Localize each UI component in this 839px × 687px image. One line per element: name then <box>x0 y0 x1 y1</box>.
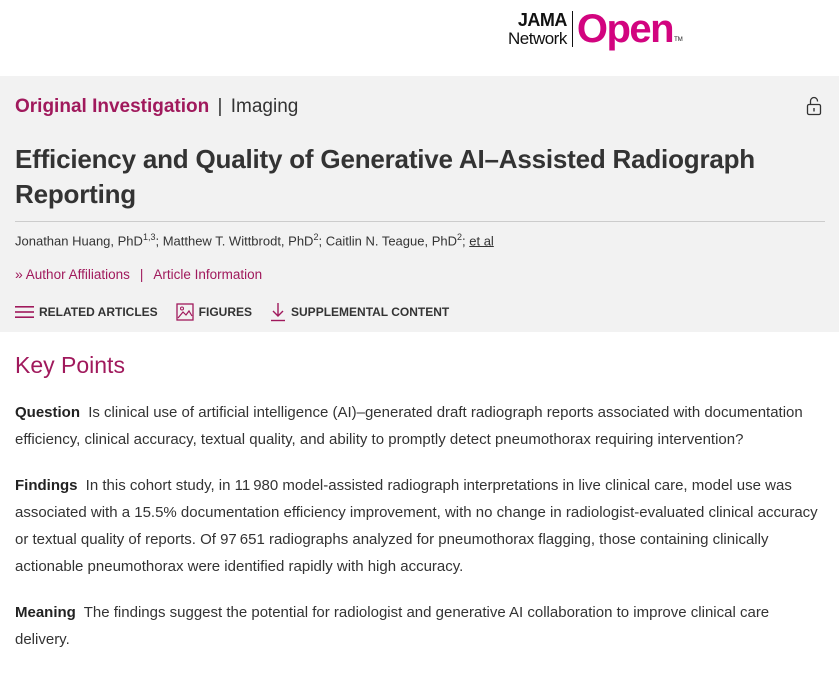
author-separator: ; <box>155 233 163 249</box>
chevron-right-icon: » <box>15 266 23 282</box>
related-articles-button[interactable] <box>15 305 158 319</box>
logo-trademark: TM <box>674 37 683 43</box>
logo-jama-text: JAMA <box>517 10 567 30</box>
supplemental-content-label: SUPPLEMENTAL CONTENT <box>291 305 450 319</box>
key-points-section <box>15 352 820 672</box>
article-header <box>0 76 839 332</box>
author-affiliation-number: 2 <box>456 232 462 242</box>
et-al-link[interactable]: et al <box>469 233 494 249</box>
article-title: Efficiency and Quality of Generative AI–Assisted Radiograph Reporting <box>15 144 755 209</box>
author-affiliation-number: 2 <box>313 232 319 242</box>
article-category <box>15 96 298 118</box>
author-name[interactable]: Jonathan Huang, PhD <box>15 233 143 249</box>
key-point-meaning <box>15 599 820 653</box>
logo-wordmark <box>508 11 567 47</box>
key-point-findings <box>15 472 820 580</box>
author-separator: ; <box>318 233 326 249</box>
article-meta-links <box>15 266 262 282</box>
article-information-link[interactable]: Article Information <box>153 266 263 282</box>
jama-network-open-logo[interactable] <box>508 9 683 49</box>
article-toolbar <box>15 302 467 322</box>
supplemental-content-button[interactable] <box>270 302 449 322</box>
subcategory-label[interactable]: Imaging <box>230 96 299 117</box>
author-affiliations-link[interactable]: Author Affiliations <box>25 266 130 282</box>
findings-text: In this cohort study, in 11 980 model-assisted radiograph interpretations in live clinical care, model use was associated with a 15.5% documentation efficiency improvement, with no change in radiologist-evaluated clinical accuracy or textual quality of reports. Of 97 651 radiographs analyzed for pneumothorax flagging, those containing clinically actionable pneumothorax were identified rapidly with high accuracy. <box>15 477 818 575</box>
author-name[interactable]: Caitlin N. Teague, PhD <box>325 233 457 249</box>
download-icon <box>270 302 286 322</box>
question-label: Question <box>15 404 81 421</box>
question-text: Is clinical use of artificial intelligence (AI)–generated draft radiograph reports associated with documentation efficiency, clinical accuracy, textual quality, and ability to promptly detect pneumothorax requiring intervention? <box>15 404 803 448</box>
figures-button[interactable] <box>176 303 252 321</box>
author-name[interactable]: Matthew T. Wittbrodt, PhD <box>162 233 314 249</box>
figures-label: FIGURES <box>198 305 253 319</box>
meaning-label: Meaning <box>15 604 76 621</box>
unlock-icon <box>806 96 822 116</box>
author-list <box>15 232 494 248</box>
findings-label: Findings <box>15 477 78 494</box>
site-header <box>0 0 839 76</box>
author-affiliation-number: 1,3 <box>142 232 156 242</box>
link-separator: | <box>139 266 144 282</box>
title-divider <box>15 221 825 222</box>
category-separator: | <box>217 96 223 117</box>
logo-network-text: Network <box>508 29 567 48</box>
related-articles-label: RELATED ARTICLES <box>39 305 158 319</box>
list-icon <box>15 305 34 319</box>
logo-divider <box>572 11 573 47</box>
category-label[interactable]: Original Investigation <box>15 96 210 117</box>
meaning-text: The findings suggest the potential for radiologist and generative AI collaboration to improve clinical care delivery. <box>15 604 770 648</box>
key-points-heading: Key Points <box>15 352 125 378</box>
key-point-question <box>15 399 820 453</box>
author-separator: ; <box>462 233 470 249</box>
logo-open-text: Open <box>576 7 674 51</box>
image-icon <box>176 303 194 321</box>
